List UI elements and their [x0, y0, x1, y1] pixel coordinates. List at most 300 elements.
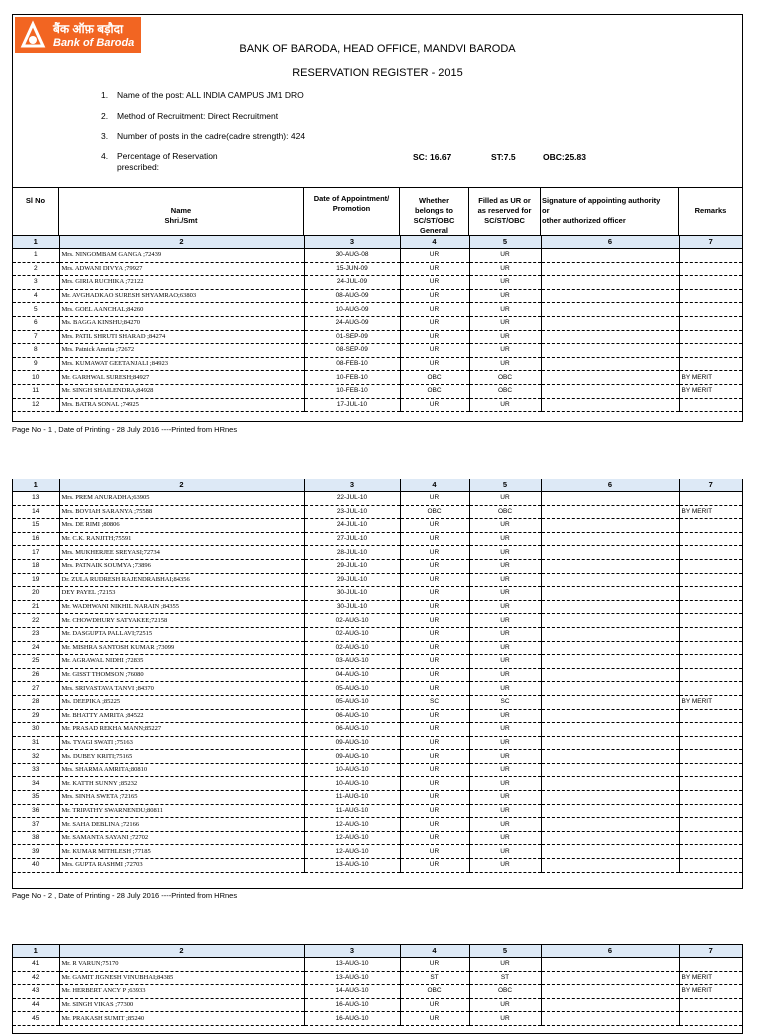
- page-footer-2: Page No - 2 , Date of Printing - 28 July 2016 ----Printed from HRnes: [12, 891, 238, 900]
- table-row: [13, 859, 742, 873]
- table-row: [13, 791, 742, 805]
- remarks: [679, 958, 742, 972]
- signature-cell: [541, 723, 679, 737]
- category: UR: [400, 249, 469, 263]
- remarks: BY MERIT: [679, 384, 742, 398]
- remarks: [679, 330, 742, 344]
- table-row: [13, 682, 742, 696]
- serial-number: 8: [13, 344, 59, 358]
- filled-as: UR: [469, 804, 541, 818]
- appointment-date: 11-AUG-10: [304, 791, 400, 805]
- appointment-date: 24-JUL-09: [304, 276, 400, 290]
- filled-as: UR: [469, 276, 541, 290]
- employee-name: Mr. WADHWANI NIKHIL NARAIN ;84355: [59, 600, 304, 614]
- table-row: [13, 614, 742, 628]
- table-row: [13, 249, 742, 263]
- signature-cell: [541, 791, 679, 805]
- appointment-date: 08-FEB-10: [304, 357, 400, 371]
- serial-number: 30: [13, 723, 59, 737]
- col-header-filled: Filled as UR or as reserved for SC/ST/OBC: [469, 188, 541, 235]
- filled-as: ST: [469, 971, 541, 985]
- appointment-date: 05-AUG-10: [304, 682, 400, 696]
- serial-number: 38: [13, 831, 59, 845]
- appointment-date: 10-AUG-09: [304, 303, 400, 317]
- table-row: [13, 303, 742, 317]
- filled-as: UR: [469, 750, 541, 764]
- category: UR: [400, 682, 469, 696]
- employee-name: Mrs. BOVIAH SARANYA ;75588: [59, 505, 304, 519]
- signature-cell: [541, 750, 679, 764]
- appointment-date: 09-AUG-10: [304, 750, 400, 764]
- category: UR: [400, 546, 469, 560]
- category: OBC: [400, 384, 469, 398]
- table-header: [13, 187, 742, 236]
- filled-as: UR: [469, 303, 541, 317]
- filled-as: UR: [469, 587, 541, 601]
- filled-as: UR: [469, 831, 541, 845]
- appointment-date: 10-AUG-10: [304, 777, 400, 791]
- serial-number: 26: [13, 668, 59, 682]
- column-number-row: [13, 236, 742, 249]
- appointment-date: 01-SEP-09: [304, 330, 400, 344]
- category: UR: [400, 668, 469, 682]
- employee-name: Mrs. MUKHERJEE SREYASI;72734: [59, 546, 304, 560]
- remarks: [679, 998, 742, 1012]
- serial-number: 32: [13, 750, 59, 764]
- serial-number: 35: [13, 791, 59, 805]
- col-header-signature: Signature of appointing authority or other authorized officer: [541, 188, 679, 235]
- employee-name: Mr. CHOWDHURY SATYAKEE;72158: [59, 614, 304, 628]
- serial-number: 3: [13, 276, 59, 290]
- logo-hindi-text: बैंक ऑफ़ बड़ौदा: [53, 22, 124, 36]
- table-row: [13, 316, 742, 330]
- serial-number: 17: [13, 546, 59, 560]
- table-row: [13, 262, 742, 276]
- filled-as: OBC: [469, 371, 541, 385]
- category: UR: [400, 1012, 469, 1026]
- signature-cell: [541, 587, 679, 601]
- employee-name: Mr. GISST THOMSON ;76080: [59, 668, 304, 682]
- serial-number: 43: [13, 985, 59, 999]
- serial-number: 45: [13, 1012, 59, 1026]
- signature-cell: [541, 682, 679, 696]
- category: UR: [400, 723, 469, 737]
- remarks: [679, 723, 742, 737]
- employee-name: Mrs. BATRA SONAL ;74925: [59, 398, 304, 412]
- employee-name: Mr. BHATTY AMRITA ;84522: [59, 709, 304, 723]
- serial-number: 37: [13, 818, 59, 832]
- remarks: [679, 750, 742, 764]
- column-number: 2: [59, 945, 304, 958]
- column-number: 1: [13, 479, 59, 492]
- employee-name: Mr. HERBERT ANCY P ;63933: [59, 985, 304, 999]
- table-row: [13, 546, 742, 560]
- filled-as: UR: [469, 262, 541, 276]
- signature-cell: [541, 998, 679, 1012]
- filled-as: UR: [469, 668, 541, 682]
- category: UR: [400, 262, 469, 276]
- employee-name: Mrs. SRIVASTAVA TANVI ;84370: [59, 682, 304, 696]
- table-row: [13, 344, 742, 358]
- filled-as: UR: [469, 736, 541, 750]
- remarks: BY MERIT: [679, 505, 742, 519]
- table-row: [13, 627, 742, 641]
- employee-name: Ms. BAGGA KINSHU;84270: [59, 316, 304, 330]
- category: UR: [400, 303, 469, 317]
- serial-number: 22: [13, 614, 59, 628]
- table-row: [13, 641, 742, 655]
- filled-as: UR: [469, 492, 541, 506]
- appointment-date: 04-AUG-10: [304, 668, 400, 682]
- appointment-date: 03-AUG-10: [304, 655, 400, 669]
- remarks: [679, 492, 742, 506]
- employee-name: Mr. PRAKASH SUMIT ;85240: [59, 1012, 304, 1026]
- page-title: BANK OF BARODA, HEAD OFFICE, MANDVI BARODA: [239, 43, 516, 55]
- appointment-date: 28-JUL-10: [304, 546, 400, 560]
- column-number: 1: [13, 945, 59, 958]
- table-row: [13, 276, 742, 290]
- employee-name: Mr. SAMANTA SAYANI ;72702: [59, 831, 304, 845]
- remarks: [679, 1012, 742, 1026]
- remarks: [679, 587, 742, 601]
- serial-number: 13: [13, 492, 59, 506]
- appointment-date: 09-AUG-10: [304, 736, 400, 750]
- category: UR: [400, 316, 469, 330]
- signature-cell: [541, 330, 679, 344]
- table-row: [13, 573, 742, 587]
- serial-number: 39: [13, 845, 59, 859]
- remarks: BY MERIT: [679, 971, 742, 985]
- filled-as: UR: [469, 357, 541, 371]
- remarks: [679, 262, 742, 276]
- table-row: [13, 587, 742, 601]
- appointment-date: 14-AUG-10: [304, 985, 400, 999]
- column-number-row: [13, 479, 742, 492]
- signature-cell: [541, 777, 679, 791]
- signature-cell: [541, 985, 679, 999]
- filled-as: UR: [469, 344, 541, 358]
- column-number: 3: [304, 479, 400, 492]
- filled-as: UR: [469, 316, 541, 330]
- remarks: [679, 303, 742, 317]
- register-subtitle: RESERVATION REGISTER - 2015: [292, 67, 463, 79]
- table-row: [13, 750, 742, 764]
- remarks: BY MERIT: [679, 371, 742, 385]
- remarks: [679, 344, 742, 358]
- signature-cell: [541, 709, 679, 723]
- table-row: [13, 709, 742, 723]
- signature-cell: [541, 384, 679, 398]
- category: UR: [400, 641, 469, 655]
- signature-cell: [541, 505, 679, 519]
- column-number: 7: [679, 479, 742, 492]
- serial-number: 11: [13, 384, 59, 398]
- appointment-date: 13-AUG-10: [304, 971, 400, 985]
- employee-name: Mr. SINGH VIKAS ;77300: [59, 998, 304, 1012]
- appointment-date: 05-AUG-10: [304, 695, 400, 709]
- serial-number: 33: [13, 763, 59, 777]
- remarks: [679, 249, 742, 263]
- filled-as: UR: [469, 998, 541, 1012]
- remarks: [679, 859, 742, 873]
- appointment-date: 12-AUG-10: [304, 831, 400, 845]
- sc-percentage: SC: 16.67: [413, 152, 452, 162]
- table-row: [13, 668, 742, 682]
- filled-as: UR: [469, 614, 541, 628]
- filled-as: UR: [469, 546, 541, 560]
- filled-as: UR: [469, 791, 541, 805]
- filled-as: UR: [469, 249, 541, 263]
- filled-as: UR: [469, 777, 541, 791]
- employee-name: Mrs. PATNAIK SOUMYA ;73896: [59, 559, 304, 573]
- filled-as: OBC: [469, 505, 541, 519]
- filled-as: UR: [469, 519, 541, 533]
- category: UR: [400, 655, 469, 669]
- signature-cell: [541, 316, 679, 330]
- remarks: [679, 763, 742, 777]
- serial-number: 28: [13, 695, 59, 709]
- signature-cell: [541, 971, 679, 985]
- employee-name: Mrs. KUMAWAT GEETANJALI ;84923: [59, 357, 304, 371]
- table-row: [13, 736, 742, 750]
- category: UR: [400, 519, 469, 533]
- signature-cell: [541, 641, 679, 655]
- filled-as: UR: [469, 532, 541, 546]
- remarks: [679, 316, 742, 330]
- table-row: [13, 519, 742, 533]
- serial-number: 1: [13, 249, 59, 263]
- category: UR: [400, 357, 469, 371]
- serial-number: 16: [13, 532, 59, 546]
- col-header-remarks: Remarks: [694, 206, 727, 215]
- cadre-strength-line: 3. Number of posts in the cadre(cadre strength): 424: [101, 131, 306, 141]
- category: UR: [400, 532, 469, 546]
- category: UR: [400, 398, 469, 412]
- table-row: [13, 600, 742, 614]
- serial-number: 41: [13, 958, 59, 972]
- table-row: [13, 831, 742, 845]
- category: OBC: [400, 505, 469, 519]
- filled-as: UR: [469, 289, 541, 303]
- st-percentage: ST:7.5: [491, 152, 516, 162]
- column-number: 2: [59, 236, 304, 249]
- signature-cell: [541, 859, 679, 873]
- table-row: [13, 559, 742, 573]
- serial-number: 5: [13, 303, 59, 317]
- category: UR: [400, 750, 469, 764]
- filled-as: UR: [469, 818, 541, 832]
- remarks: [679, 818, 742, 832]
- signature-cell: [541, 958, 679, 972]
- category: UR: [400, 958, 469, 972]
- employee-name: Mrs. GOEL AANCHAL;84260: [59, 303, 304, 317]
- column-number: 7: [679, 236, 742, 249]
- appointment-date: 30-AUG-08: [304, 249, 400, 263]
- employee-name: Mr. AVGHADKAO SURESH SHYAMRAO;63803: [59, 289, 304, 303]
- employee-name: Mrs. PREM ANURADHA;63905: [59, 492, 304, 506]
- col-header-name: Name Shri./Smt: [59, 188, 304, 235]
- table-row: [13, 492, 742, 506]
- signature-cell: [541, 519, 679, 533]
- employee-name: Mrs. PATIL SHRUTI SHARAD ;84274: [59, 330, 304, 344]
- employee-name: Dr. ZULA RUDRESH RAJENDRABHAI;84356: [59, 573, 304, 587]
- register-page-1: [12, 14, 743, 422]
- signature-cell: [541, 559, 679, 573]
- category: OBC: [400, 985, 469, 999]
- employee-name: Ms. DUBEY KRITI;75165: [59, 750, 304, 764]
- appointment-date: 15-JUN-09: [304, 262, 400, 276]
- table-row: [13, 289, 742, 303]
- col-header-slno: Sl No: [13, 188, 59, 235]
- appointment-date: 27-JUL-10: [304, 532, 400, 546]
- appointment-date: 06-AUG-10: [304, 723, 400, 737]
- signature-cell: [541, 668, 679, 682]
- table-row: [13, 985, 742, 999]
- category: UR: [400, 573, 469, 587]
- column-number: 2: [59, 479, 304, 492]
- filled-as: UR: [469, 845, 541, 859]
- remarks: [679, 519, 742, 533]
- table-row: [13, 695, 742, 709]
- employee-name: Mr. SINGH SHAILENDRA;84928: [59, 384, 304, 398]
- appointment-date: 23-JUL-10: [304, 505, 400, 519]
- category: UR: [400, 587, 469, 601]
- appointment-date: 10-FEB-10: [304, 371, 400, 385]
- table-row: [13, 763, 742, 777]
- table-row: [13, 998, 742, 1012]
- filled-as: UR: [469, 1012, 541, 1026]
- column-number: 7: [679, 945, 742, 958]
- remarks: [679, 627, 742, 641]
- filled-as: SC: [469, 695, 541, 709]
- filled-as: UR: [469, 641, 541, 655]
- appointment-date: 24-AUG-09: [304, 316, 400, 330]
- serial-number: 6: [13, 316, 59, 330]
- serial-number: 27: [13, 682, 59, 696]
- column-number: 5: [469, 945, 541, 958]
- category: UR: [400, 627, 469, 641]
- serial-number: 24: [13, 641, 59, 655]
- serial-number: 40: [13, 859, 59, 873]
- filled-as: UR: [469, 330, 541, 344]
- column-number: 6: [541, 945, 679, 958]
- register-page-3: [12, 944, 743, 1034]
- column-number: 3: [304, 236, 400, 249]
- remarks: [679, 831, 742, 845]
- serial-number: 25: [13, 655, 59, 669]
- filled-as: UR: [469, 682, 541, 696]
- remarks: [679, 573, 742, 587]
- appointment-date: 30-JUL-10: [304, 600, 400, 614]
- appointment-date: 29-JUL-10: [304, 559, 400, 573]
- register-table-page-1: [13, 236, 742, 412]
- register-table-page-3: [13, 945, 742, 1026]
- serial-number: 15: [13, 519, 59, 533]
- signature-cell: [541, 614, 679, 628]
- filled-as: OBC: [469, 985, 541, 999]
- col-header-whether: Whether belongs to SC/ST/OBC General: [400, 188, 469, 235]
- employee-name: Mrs. GIRIA RUCHIKA ;72122: [59, 276, 304, 290]
- signature-cell: [541, 573, 679, 587]
- appointment-date: 02-AUG-10: [304, 627, 400, 641]
- signature-cell: [541, 289, 679, 303]
- serial-number: 42: [13, 971, 59, 985]
- appointment-date: 02-AUG-10: [304, 614, 400, 628]
- remarks: [679, 276, 742, 290]
- appointment-date: 24-JUL-10: [304, 519, 400, 533]
- serial-number: 20: [13, 587, 59, 601]
- employee-name: Ms. TYAGI SWATI ;75163: [59, 736, 304, 750]
- employee-name: Mr. PRASAD REKHA MANN;85227: [59, 723, 304, 737]
- table-row: [13, 357, 742, 371]
- category: UR: [400, 330, 469, 344]
- remarks: [679, 845, 742, 859]
- category: UR: [400, 998, 469, 1012]
- filled-as: UR: [469, 723, 541, 737]
- signature-cell: [541, 600, 679, 614]
- signature-cell: [541, 546, 679, 560]
- category: UR: [400, 818, 469, 832]
- table-row: [13, 804, 742, 818]
- signature-cell: [541, 736, 679, 750]
- signature-cell: [541, 357, 679, 371]
- post-name-line: 1. Name of the post: ALL INDIA CAMPUS JM1 DRO: [101, 90, 304, 100]
- table-row: [13, 958, 742, 972]
- category: UR: [400, 344, 469, 358]
- category: UR: [400, 859, 469, 873]
- signature-cell: [541, 398, 679, 412]
- appointment-date: 16-AUG-10: [304, 1012, 400, 1026]
- employee-name: Mr. R VARUN;75170: [59, 958, 304, 972]
- column-number: 4: [400, 479, 469, 492]
- category: UR: [400, 709, 469, 723]
- recruitment-method-line: 2. Method of Recruitment: Direct Recruitment: [101, 111, 279, 121]
- signature-cell: [541, 831, 679, 845]
- filled-as: UR: [469, 600, 541, 614]
- signature-cell: [541, 532, 679, 546]
- category: UR: [400, 600, 469, 614]
- remarks: [679, 614, 742, 628]
- appointment-date: 06-AUG-10: [304, 709, 400, 723]
- table-row: [13, 398, 742, 412]
- category: UR: [400, 845, 469, 859]
- remarks: [679, 736, 742, 750]
- appointment-date: 13-AUG-10: [304, 958, 400, 972]
- signature-cell: [541, 804, 679, 818]
- appointment-date: 11-AUG-10: [304, 804, 400, 818]
- signature-cell: [541, 303, 679, 317]
- category: SC: [400, 695, 469, 709]
- filled-as: UR: [469, 398, 541, 412]
- appointment-date: 12-AUG-10: [304, 845, 400, 859]
- category: ST: [400, 971, 469, 985]
- appointment-date: 22-JUL-10: [304, 492, 400, 506]
- serial-number: 9: [13, 357, 59, 371]
- category: UR: [400, 614, 469, 628]
- appointment-date: 29-JUL-10: [304, 573, 400, 587]
- filled-as: UR: [469, 709, 541, 723]
- category: UR: [400, 777, 469, 791]
- signature-cell: [541, 371, 679, 385]
- table-row: [13, 1012, 742, 1026]
- serial-number: 29: [13, 709, 59, 723]
- table-row: [13, 971, 742, 985]
- register-table-page-2: [13, 479, 742, 873]
- employee-name: Ms. DEEPIKA ;85225: [59, 695, 304, 709]
- category: UR: [400, 276, 469, 290]
- employee-name: Mr. KUMAR MITHLESH ;77185: [59, 845, 304, 859]
- table-row: [13, 723, 742, 737]
